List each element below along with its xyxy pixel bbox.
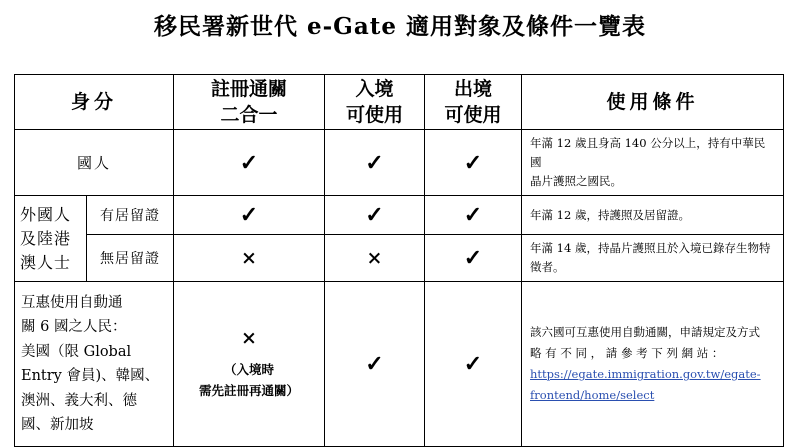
condition-citizen-line2: 晶片護照之國民。 — [530, 174, 623, 188]
reciprocal-label-line1: 互惠使用自動通 — [21, 294, 123, 311]
header-register — [174, 75, 325, 130]
reciprocal-entry-check-icon: ✓ — [325, 282, 425, 447]
reciprocal-register-cell — [174, 282, 325, 447]
reciprocal-label-line5: 澳洲、義大利、德 — [21, 392, 137, 409]
foreign-group-line1: 外國人 — [20, 204, 72, 224]
resident-entry-check-icon: ✓ — [325, 196, 425, 235]
condition-reciprocal — [522, 282, 784, 447]
resident-exit-check-icon: ✓ — [425, 196, 522, 235]
condition-with-residence: 年滿 12 歲，持護照及居留證。 — [522, 196, 784, 235]
table-row-citizen — [15, 130, 784, 196]
resident-register-check-icon: ✓ — [174, 196, 325, 235]
egate-table — [14, 74, 784, 447]
table-row-with-residence — [15, 196, 784, 235]
nonresident-exit-check-icon: ✓ — [425, 235, 522, 282]
header-conditions: 使用條件 — [522, 75, 784, 130]
egate-link-line2[interactable]: frontend/home/select — [530, 388, 655, 402]
nonresident-entry-cross-icon: × — [325, 235, 425, 282]
reciprocal-label-line4: Entry 會員)、韓國、 — [21, 368, 160, 384]
egate-link-line1[interactable]: https://egate.immigration.gov.tw/egate- — [530, 367, 761, 381]
header-register-line2: 二合一 — [220, 104, 278, 126]
reciprocal-label-line3: 美國（限 Global — [21, 343, 132, 360]
nonresident-register-cross-icon: × — [174, 235, 325, 282]
reciprocal-register-note — [174, 359, 324, 401]
header-register-line1: 註冊通關 — [211, 78, 288, 100]
condition-citizen-line1: 年滿 12 歲且身高 140 公分以上，持有中華民國 — [530, 136, 766, 169]
foreign-group-line3: 澳人士 — [20, 252, 72, 272]
citizen-register-check-icon: ✓ — [174, 130, 325, 196]
condition-no-residence — [522, 235, 784, 282]
citizen-exit-check-icon: ✓ — [425, 130, 522, 196]
label-citizen: 國人 — [15, 130, 174, 196]
reciprocal-label-line2: 關 6 國之人民： — [21, 319, 127, 335]
header-entry-line1: 入境 — [355, 78, 394, 100]
reciprocal-note-line1: （入境時 — [224, 362, 275, 377]
header-exit-line2: 可使用 — [444, 104, 502, 126]
label-foreign-group — [15, 196, 87, 282]
condition-reciprocal-line1: 該六國可互惠使用自動通關，申請規定及方式 — [530, 325, 761, 339]
page-title: 移民署新世代 e-Gate 適用對象及條件一覽表 — [154, 13, 646, 40]
reciprocal-note-line2: 需先註冊再通關） — [199, 383, 300, 398]
header-row — [15, 75, 784, 130]
foreign-group-line2: 及陸港 — [20, 228, 72, 248]
reciprocal-register-cross-icon: × — [241, 327, 257, 349]
citizen-entry-check-icon: ✓ — [325, 130, 425, 196]
table-row-reciprocal — [15, 282, 784, 447]
header-identity: 身分 — [15, 75, 174, 130]
label-with-residence: 有居留證 — [87, 196, 174, 235]
reciprocal-label-line6: 國、新加坡 — [21, 417, 94, 433]
condition-reciprocal-line2: 略 有 不 同 ， 請 參 考 下 列 網 站 ： — [530, 346, 724, 360]
condition-no-residence-line2: 徵者。 — [530, 260, 565, 274]
condition-no-residence-line1: 年滿 14 歲，持晶片護照且於入境已錄存生物特 — [530, 241, 771, 255]
condition-citizen — [522, 130, 784, 196]
header-entry — [325, 75, 425, 130]
label-no-residence: 無居留證 — [87, 235, 174, 282]
header-entry-line2: 可使用 — [346, 104, 404, 126]
label-reciprocal — [15, 282, 174, 447]
table-row-no-residence — [15, 235, 784, 282]
reciprocal-exit-check-icon: ✓ — [425, 282, 522, 447]
header-exit-line1: 出境 — [454, 78, 493, 100]
header-exit — [425, 75, 522, 130]
